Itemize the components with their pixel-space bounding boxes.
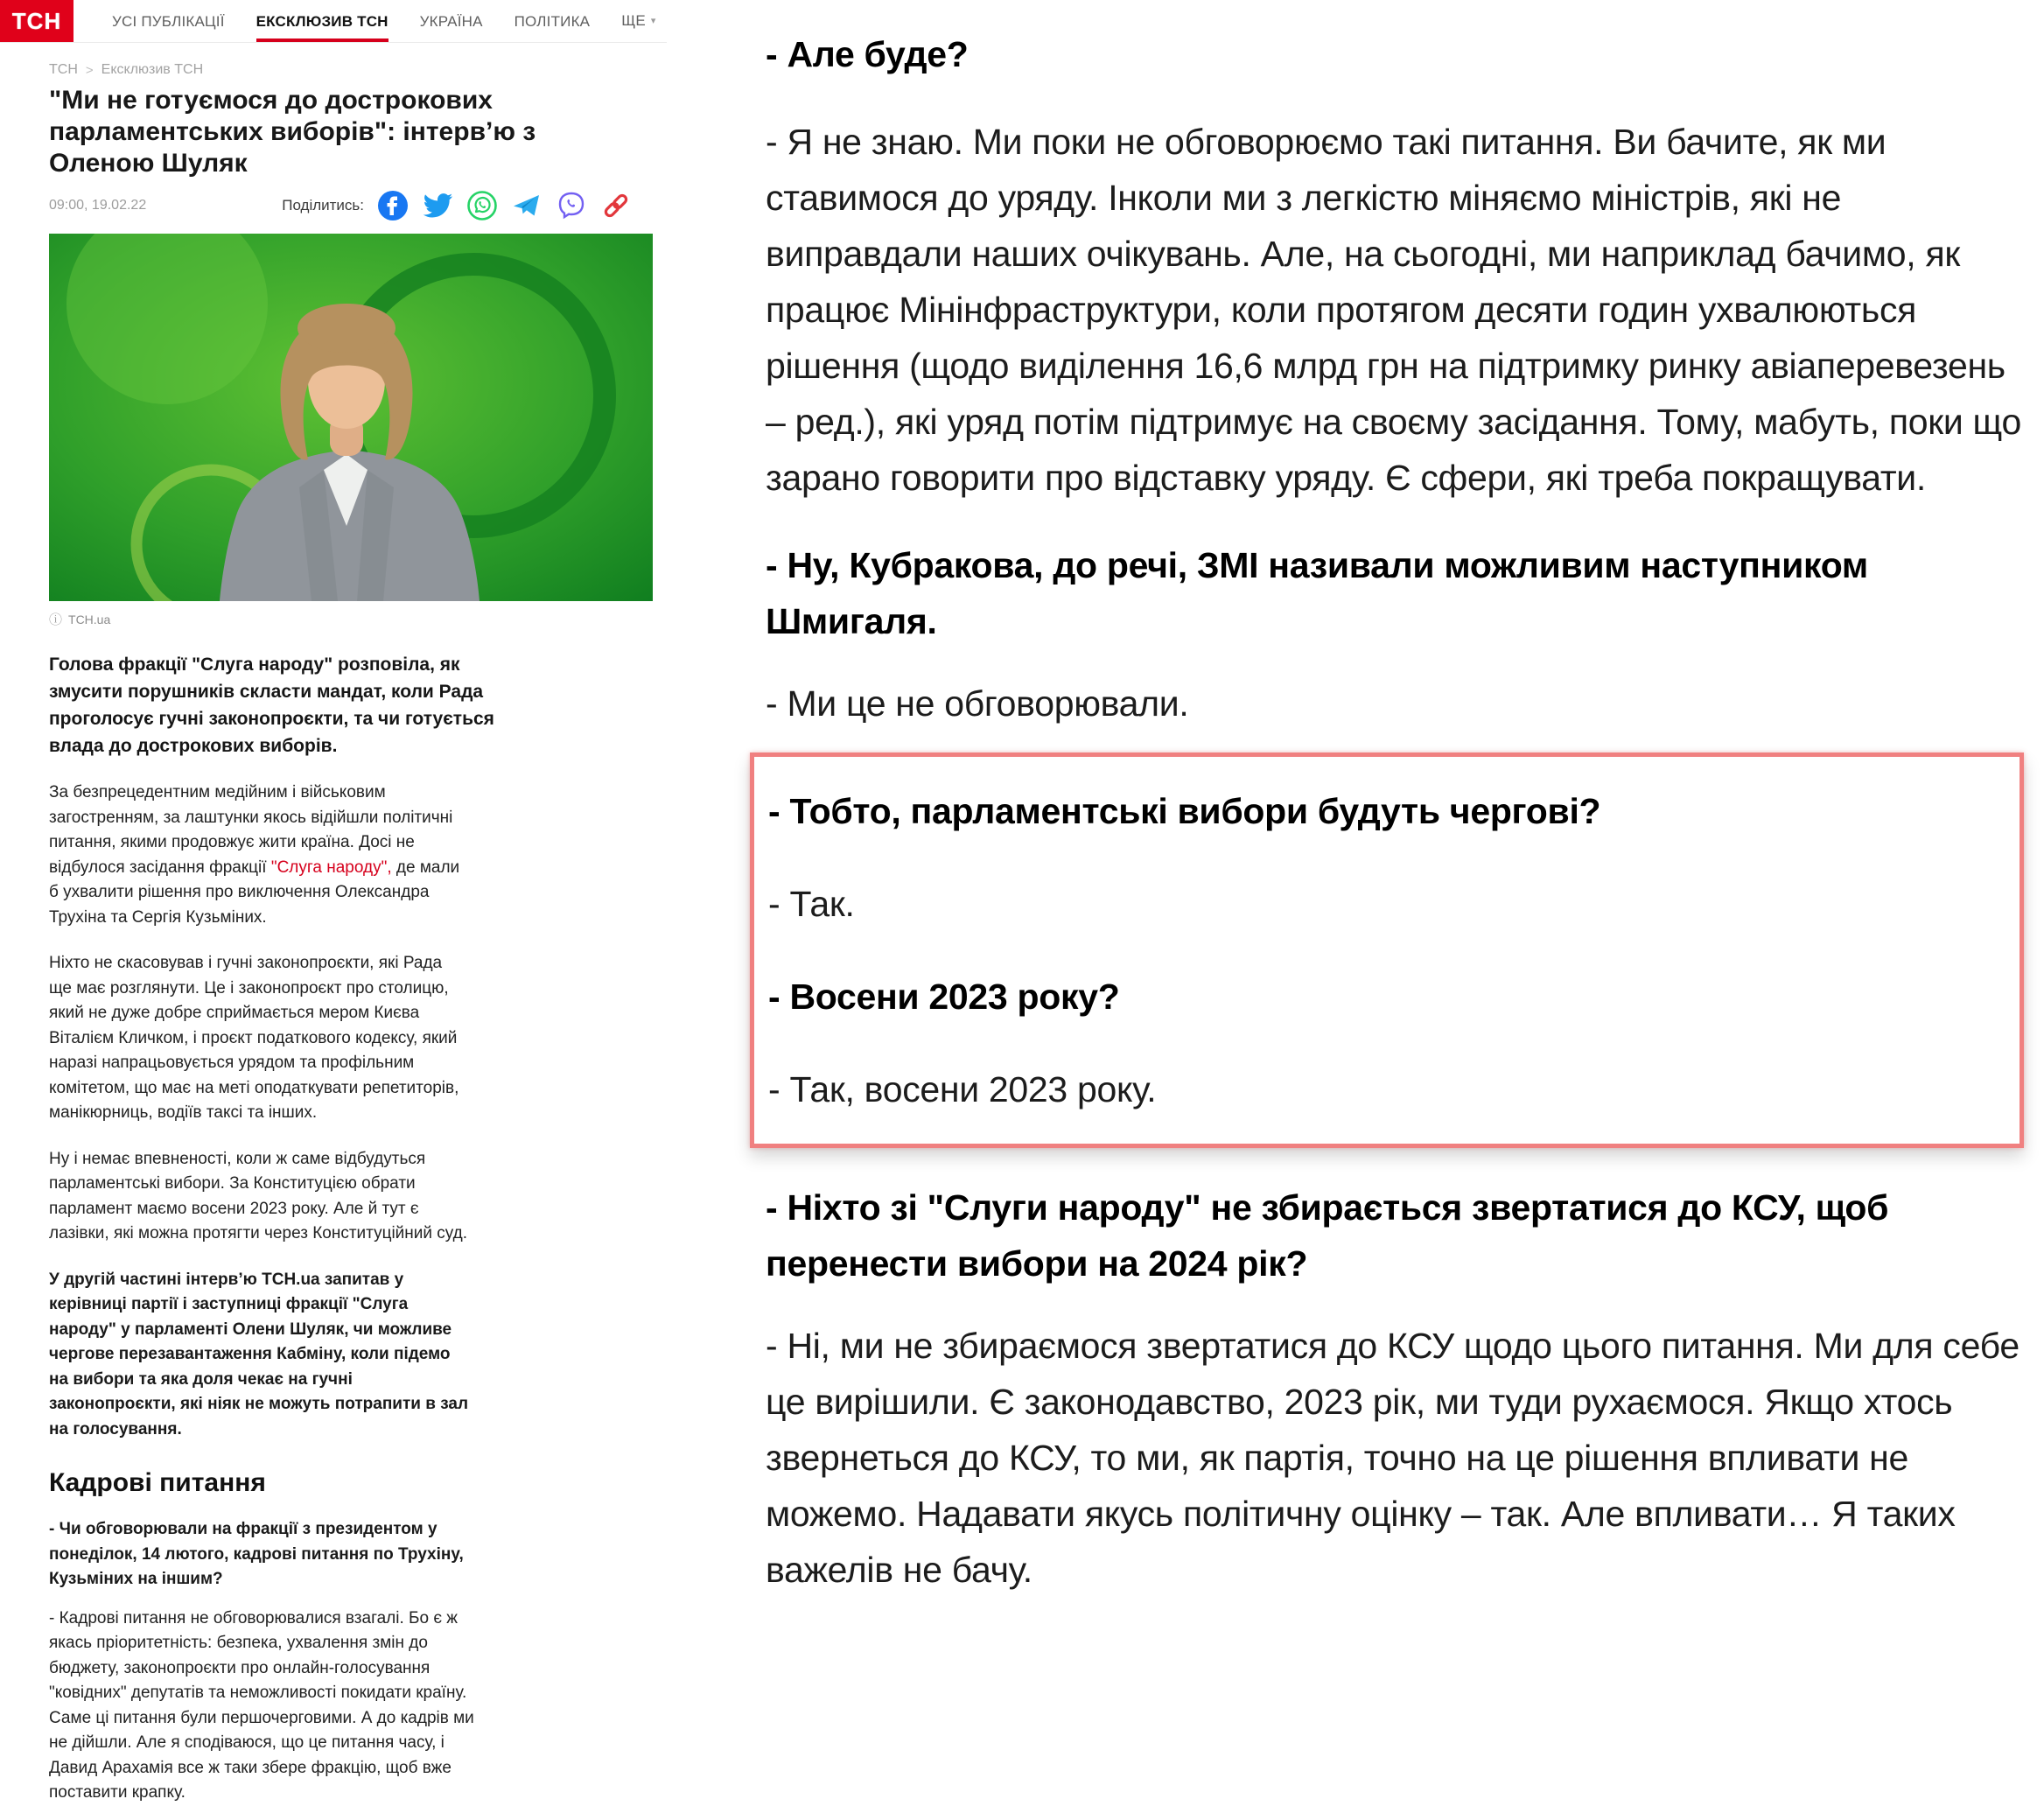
zoom-question-highlighted: - Восени 2023 року? <box>768 976 1120 1017</box>
top-navbar <box>0 0 667 43</box>
facebook-icon[interactable] <box>377 190 409 221</box>
tsn-logo[interactable]: ТСН <box>0 0 74 42</box>
paragraph-1-text-after: де мали б ухвалити рішення про виключення Олександра Трухіна та Сергія Кузьміних. <box>49 858 460 927</box>
zoom-question: - Ніхто зі "Слуги народу" не збирається звертатися до КСУ, щоб перенести вибори на 2024 рік? <box>766 1187 1889 1284</box>
zoomed-text-panel <box>766 26 2024 1629</box>
paragraph-1-text: За безпрецедентним медійним і військовим загостренням, за лаштунки якось відійшли політичні питання, якими продовжує жити країна. Досі не відбулося засідання фракції <box>49 783 453 877</box>
nav-items <box>112 0 656 42</box>
telegram-icon[interactable] <box>511 190 542 221</box>
breadcrumb-separator-icon: > <box>85 62 94 78</box>
hero-image <box>49 234 653 601</box>
zoom-answer: - Я не знаю. Ми поки не обговорюємо такі питання. Ви бачите, як ми ставимося до уряду. Інколи ми з легкістю міняємо міністрів, які не виправдали наших очікувань. Але, на сьогодні, ми наприклад бачимо, як працює Мінінфраструктури, коли протягом десяти годин ухвалюються рішення (щодо виділення 16,6 млрд грн на підтримку ринку авіаперевезень – ред.), які уряд потім підтримує на своєму засідання. Тому, мабуть, поки що зарано говорити про відставку уряду. Є сфери, які треба покращувати. <box>766 122 2022 498</box>
answer-paragraph: - Кадрові питання не обговорювалися взагалі. Бо є ж якась пріоритетність: безпека, ухвалення змін до бюджету, законопроєкти про онлайн-голосування "ковідних" депутатів та неможливості покидати країну. Саме ці питання були першочерговими. А до кадрів ми не дійшли. Але я сподіваюся, що це питання часу, і Давид Арахамія все ж таки збере фракцію, щоб вже поставити крапку. <box>49 1608 474 1802</box>
image-credit <box>49 610 667 628</box>
article-content <box>0 62 667 1806</box>
publish-time: 09:00, 19.02.22 <box>49 198 147 213</box>
viber-icon[interactable] <box>556 190 587 221</box>
zoom-answer-highlighted: - Так. <box>768 884 855 924</box>
zoom-question: - Але буде? <box>766 34 969 74</box>
whatsapp-icon[interactable] <box>466 190 498 221</box>
breadcrumb-section[interactable]: Ексклюзив ТСН <box>101 62 204 77</box>
page-title: "Ми не готуємося до дострокових парламентських виборів": інтерв’ю з Оленою Шуляк <box>49 86 536 178</box>
zoom-answer: - Ні, ми не збираємося звертатися до КСУ щодо цього питання. Ми для себе це вирішили. Є законодавство, 2023 рік, ми туди рухаємося. Якщо хтось звернеться до КСУ, то ми, як партія, точно на це рішення впливати не можемо. Надавати якусь політичну оцінку – так. Але впливати… Я таких важелів не бачу. <box>766 1326 2020 1590</box>
copy-link-icon[interactable] <box>600 190 632 221</box>
nav-item-exclusive-tsn[interactable]: ЕКСКЛЮЗИВ ТСН <box>256 0 388 42</box>
zoom-answer: - Ми це не обговорювали. <box>766 683 1189 724</box>
share-bar <box>282 190 632 221</box>
paragraph-3: Ну і немає впевненості, коли ж саме відбудуться парламентські вибори. За Конституцією обрати парламент маємо восени 2023 року. Але й тут є лазівки, які можна протягти через Конституційний суд. <box>49 1149 468 1242</box>
paragraph-1 <box>49 780 469 930</box>
paragraph-2: Ніхто не скасовував і гучні законопроєкти, які Рада ще має розглянути. Це і законопроєкт про столицю, який не дуже добре сприймається мером Києва Віталієм Кличком, і проєкт податкового кодексу, який наразі напрацьовується урядом та профільним комітетом, що має на меті оподаткувати репетиторів, манікюрниць, водіїв таксі та інших. <box>49 954 459 1122</box>
nav-more-label: ЩЕ <box>621 12 646 29</box>
zoom-answer-highlighted: - Так, восени 2023 року. <box>768 1069 1157 1110</box>
share-label: Поділитись: <box>282 197 364 214</box>
article-meta-row <box>49 190 632 221</box>
image-credit-text: ТСН.ua <box>68 612 111 626</box>
question-paragraph: - Чи обговорювали на фракції з президентом у понеділок, 14 лютого, кадрові питання по Трухіну, Кузьміних на іншим? <box>49 1520 464 1588</box>
nav-item-all-publications[interactable]: УСІ ПУБЛІКАЦІЇ <box>112 13 225 30</box>
section-heading: Кадрові питання <box>49 1468 266 1497</box>
chevron-down-icon: ▾ <box>650 16 656 26</box>
nav-item-ukraine[interactable]: УКРАЇНА <box>419 13 483 30</box>
zoom-question: - Ну, Кубракова, до речі, ЗМІ називали можливим наступником Шмигаля. <box>766 545 1868 641</box>
info-icon: ⓘ <box>49 612 63 627</box>
nav-item-more[interactable] <box>621 0 655 42</box>
twitter-icon[interactable] <box>422 190 453 221</box>
paragraph-intro-bold: У другій частині інтерв’ю ТСН.ua запитав у керівниці партії і заступниці фракції "Слуга народу" у парламенті Олени Шуляк, чи можливе чергове перезавантаження Кабміну, коли підемо на вибори та яка доля чекає на гучні законопроєкти, які ніяк не можуть потрапити в зал на голосування. <box>49 1270 469 1438</box>
sluga-narodu-link[interactable]: "Слуга народу", <box>270 858 392 877</box>
highlight-box <box>750 752 2024 1148</box>
lead-paragraph: Голова фракції "Слуга народу" розповіла, як змусити порушників скласти мандат, коли Рада проголосує гучні законопроєкти, та чи готується влада до дострокових виборів. <box>49 654 494 756</box>
article-column <box>0 0 667 1806</box>
breadcrumb <box>49 62 667 78</box>
zoom-question-highlighted: - Тобто, парламентські вибори будуть чергові? <box>768 791 1601 831</box>
breadcrumb-home[interactable]: ТСН <box>49 62 78 77</box>
nav-item-politics[interactable]: ПОЛІТИКА <box>514 13 591 30</box>
